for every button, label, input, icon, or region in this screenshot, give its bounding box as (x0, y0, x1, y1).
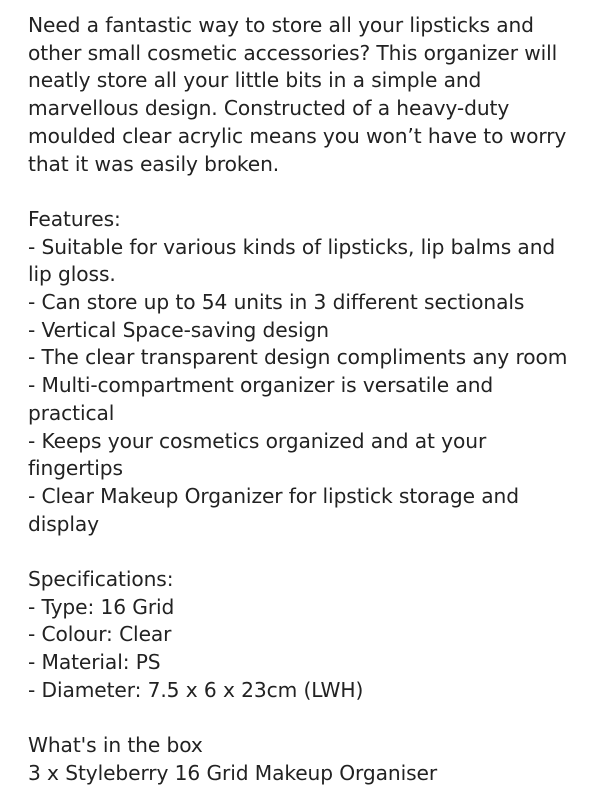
intro-line: that it was easily broken. (28, 151, 280, 176)
intro-line: Need a fantastic way to store all your lipsticks and (28, 13, 534, 37)
intro-paragraph (28, 12, 603, 178)
feature-line: fingertips (28, 456, 123, 481)
paragraph-gap (28, 705, 603, 733)
feature-line: display (28, 511, 99, 536)
paragraph-gap (28, 538, 603, 566)
intro-line: moulded clear acrylic means you won’t have to worry (28, 123, 567, 148)
feature-line: - The clear transparent design compliments any room (28, 345, 568, 370)
product-description (28, 12, 603, 788)
features-section (28, 206, 603, 538)
intro-line: marvellous design. Constructed of a heavy-duty (28, 96, 510, 121)
spec-item: - Material: PS (28, 650, 161, 675)
spec-item: - Colour: Clear (28, 622, 172, 647)
features-heading: Features: (28, 206, 121, 231)
specifications-section (28, 566, 603, 705)
feature-line: practical (28, 400, 115, 425)
feature-line: - Clear Makeup Organizer for lipstick storage and (28, 483, 519, 508)
box-heading: What's in the box (28, 733, 203, 758)
specifications-heading: Specifications: (28, 567, 174, 592)
feature-line: - Suitable for various kinds of lipsticks, lip balms and (28, 234, 556, 259)
intro-line: other small cosmetic accessories? This organizer will (28, 40, 558, 65)
feature-line: - Vertical Space-saving design (28, 317, 329, 342)
intro-line: neatly store all your little bits in a simple and (28, 68, 482, 93)
feature-line: - Multi-compartment organizer is versatile and (28, 373, 494, 398)
box-item: 3 x Styleberry 16 Grid Makeup Organiser (28, 760, 438, 785)
feature-line: - Can store up to 54 units in 3 different sectionals (28, 290, 525, 315)
spec-item: - Diameter: 7.5 x 6 x 23cm (LWH) (28, 677, 364, 702)
feature-line: - Keeps your cosmetics organized and at your (28, 428, 487, 453)
feature-line: lip gloss. (28, 262, 116, 287)
spec-item: - Type: 16 Grid (28, 594, 175, 619)
paragraph-gap (28, 178, 603, 206)
box-contents-section (28, 732, 603, 787)
